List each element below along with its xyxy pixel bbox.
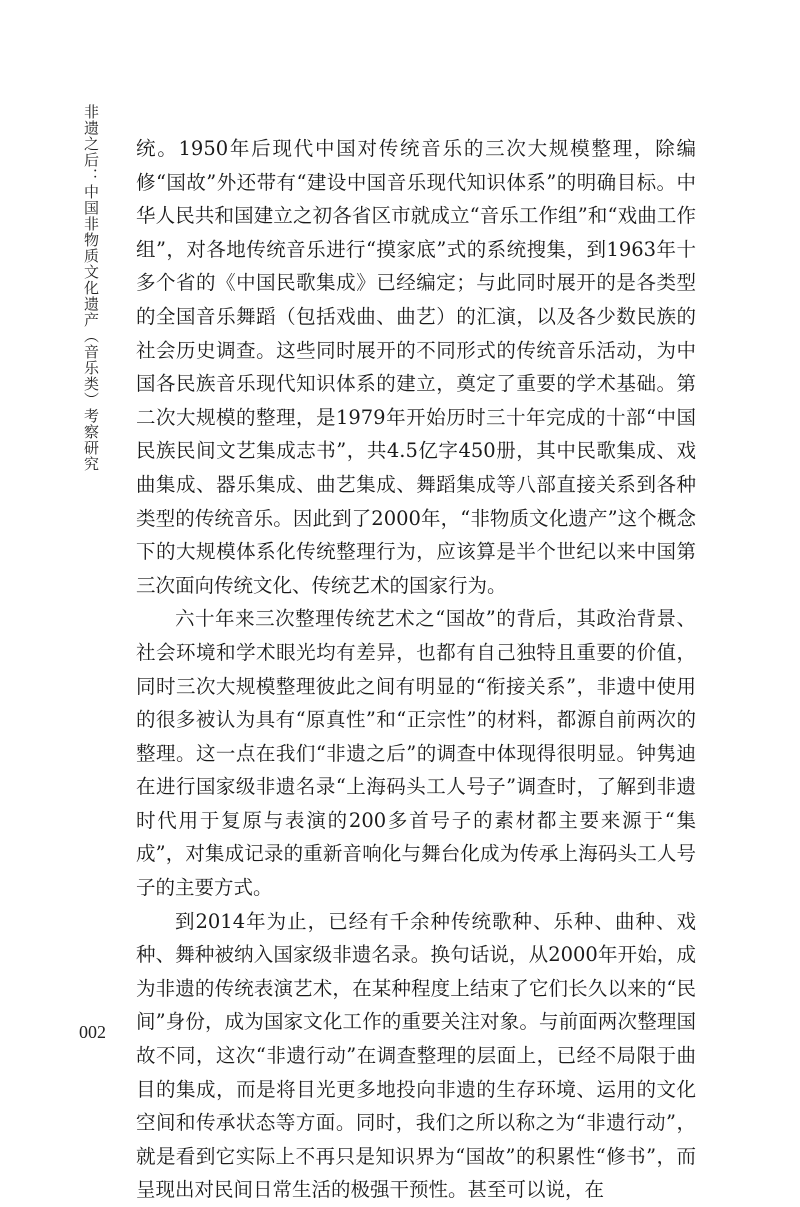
paragraph-3: 到2014年为止，已经有千余种传统歌种、乐种、曲种、戏种、舞种被纳入国家级非遗名录。换句话说，从2000年开始，成为非遗的传统表演艺术，在某种程度上结束了它们长久以来的“民间”身份，成为国家文化工作的重要关注对象。与前面两次整理国故不同，这次“非遗行动”在调查整理的层面上，已经不局限于曲目的集成，而是将目光更多地投向非遗的生存环境、运用的文化空间和传承状态等方面。同时，我们之所以称之为“非遗行动”，就是看到它实际上不再只是知识界为“国故”的积累性“修书”，而呈现出对民间日常生活的极强干预性。甚至可以说，在 (136, 909, 696, 1202)
page-number: 002 (79, 1022, 106, 1042)
paragraph-2: 六十年来三次整理传统艺术之“国故”的背后，其政治背景、社会环境和学术眼光均有差异，也都有自己独特且重要的价值，同时三次大规模整理彼此之间有明显的“衔接关系”，非遗中使用的很多被认为具有“原真性”和“正宗性”的材料，都源自前两次的整理。这一点在我们“非遗之后”的调查中体现得很明显。钟隽迪在进行国家级非遗名录“上海码头工人号子”调查时，了解到非遗时代用于复原与表演的200多首号子的素材都主要来源于“集成”，对集成记录的重新音响化与舞台化成为传承上海码头工人号子的主要方式。 (136, 607, 696, 900)
paragraph-1: 统。1950年后现代中国对传统音乐的三次大规模整理，除编修“国故”外还带有“建设中国音乐现代知识体系”的明确目标。中华人民共和国建立之初各省区市就成立“音乐工作组”和“戏曲工作组”，对各地传统音乐进行“摸家底”式的系统搜集，到1963年十多个省的《中国民歌集成》已经编定；与此同时展开的是各类型的全国音乐舞蹈（包括戏曲、曲艺）的汇演，以及各少数民族的社会历史调查。这些同时展开的不同形式的传统音乐活动，为中国各民族音乐现代知识体系的建立，奠定了重要的学术基础。第二次大规模的整理，是1979年开始历时三十年完成的十部“中国民族民间文艺集成志书”，共4.5亿字450册，其中民歌集成、戏曲集成、器乐集成、曲艺集成、舞蹈集成等八部直接关系到各种类型的传统音乐。因此到了2000年，“非物质文化遗产”这个概念下的大规模体系化传统整理行为，应该算是半个世纪以来中国第三次面向传统文化、传统艺术的国家行为。 (136, 137, 696, 597)
running-head: 非遗之后：中国非物质文化遗产（音乐类）考察研究 (82, 104, 100, 472)
body-text (136, 132, 696, 1207)
